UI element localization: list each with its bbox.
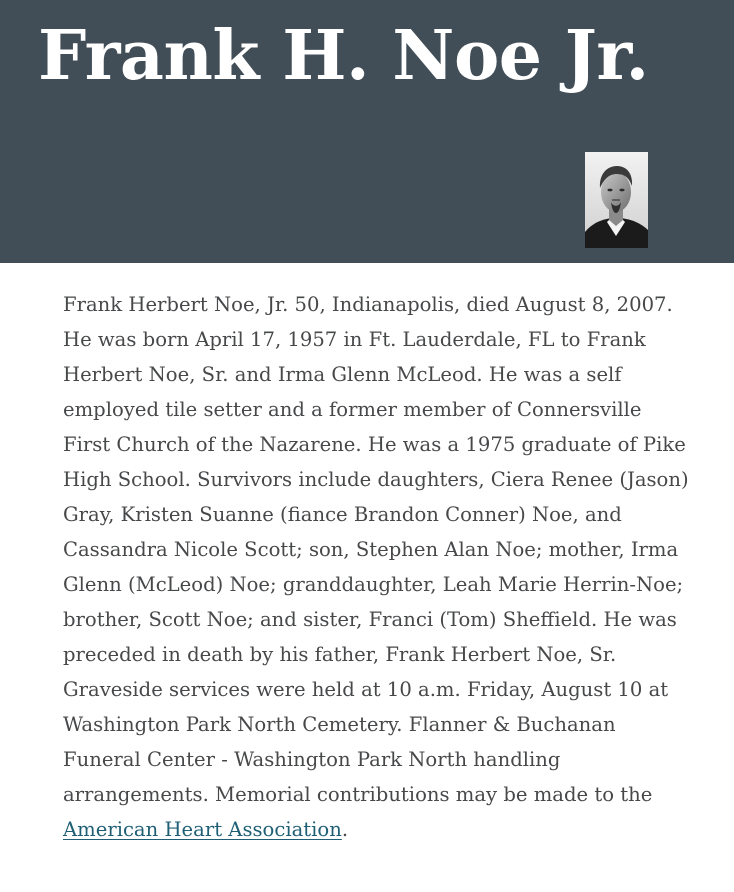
american-heart-association-link[interactable]: American Heart Association xyxy=(63,818,342,841)
obituary-paragraph xyxy=(63,287,693,847)
obituary-text xyxy=(63,287,693,847)
page-title: Frank H. Noe Jr. xyxy=(38,16,649,96)
page-header xyxy=(0,0,734,263)
obituary-period: . xyxy=(341,818,349,841)
portrait-photo-icon xyxy=(585,152,648,248)
obituary-body: Frank Herbert Noe, Jr. 50, Indianapolis, died August 8, 2007. He was born April 17, 1957 in Ft. Lauderdale, FL to Frank Herbert Noe, Sr. and Irma Glenn McLeod. He was a self employed tile setter and a former member of Connersville First Church of the Nazarene. He was a 1975 graduate of Pike High School. Survivors include daughters, Ciera Renee (Jason) Gray, Kristen Suanne (fiance Brandon Conner) Noe, and Cassandra Nicole Scott; son, Stephen Alan Noe; mother, Irma Glenn (McLeod) Noe; granddaughter, Leah Marie Herrin-Noe; brother, Scott Noe; and sister, Franci (Tom) Sheffield. He was preceded in death by his father, Frank Herbert Noe, Sr. Graveside services were held at 10 a.m. Friday, August 10 at Washington Park North Cemetery. Flanner & Buchanan Funeral Center - Washington Park North handling arrangements. Memorial contributions may be made to the xyxy=(63,293,689,806)
portrait-photo xyxy=(585,152,648,248)
